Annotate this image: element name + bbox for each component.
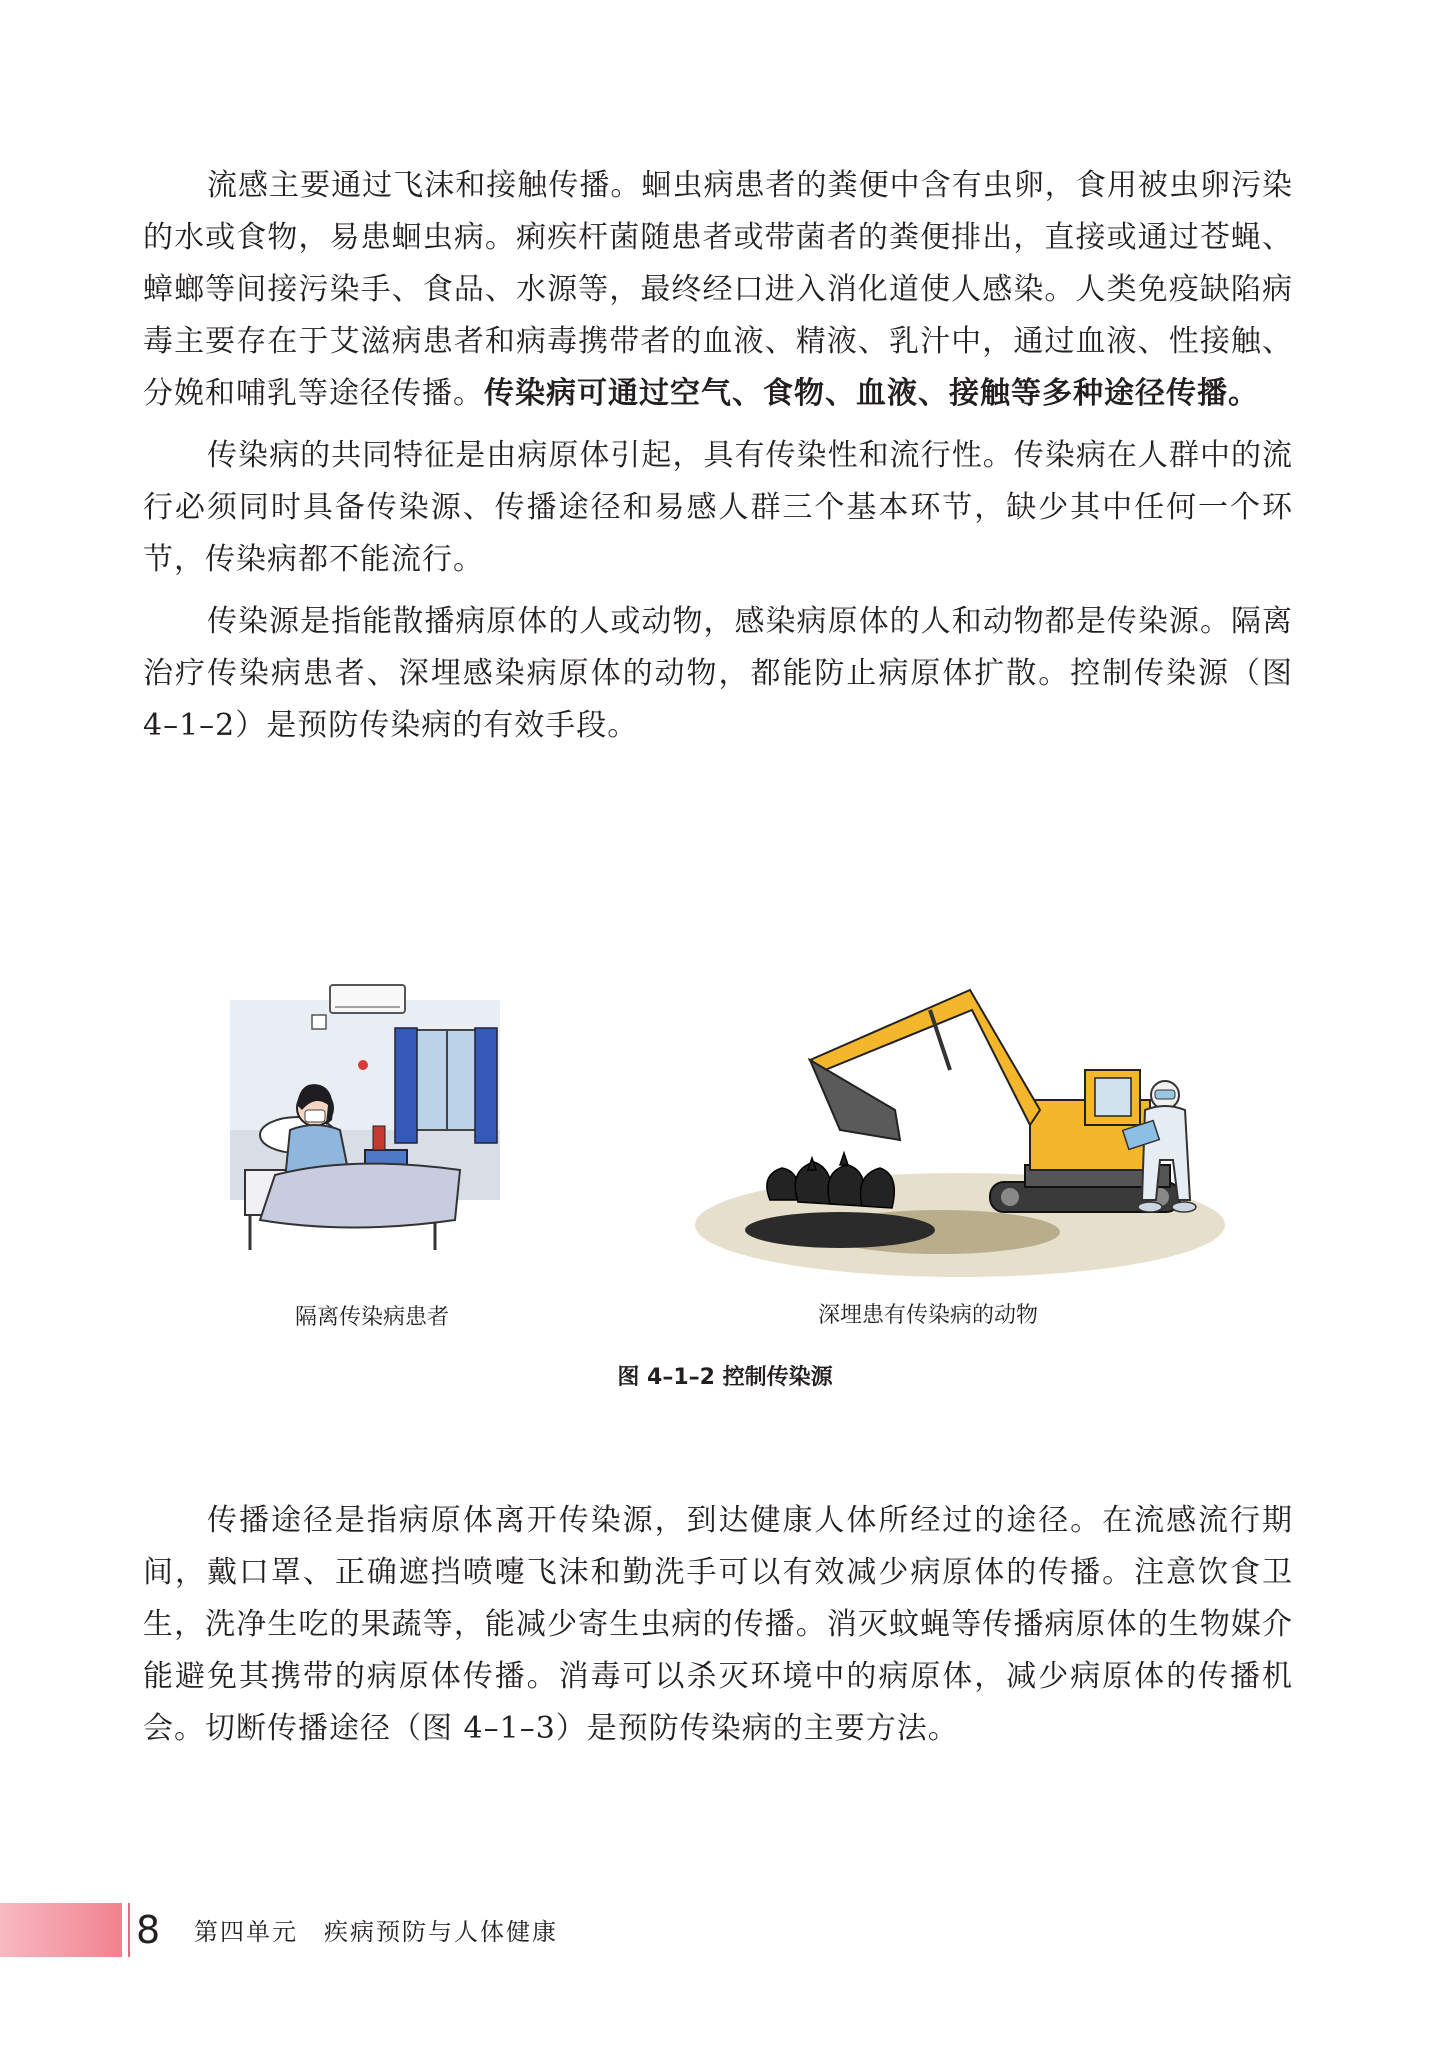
chapter-title: 第四单元 疾病预防与人体健康 <box>194 1918 558 1946</box>
footer-accent-bar <box>0 1903 122 1957</box>
paragraph-text: 传染病的共同特征是由病原体引起，具有传染性和流行性。传染病在人群中的流行必须同时具备传染源、传播途径和易感人群三个基本环节，缺少其中任何一个环节，传染病都不能流行。 <box>143 438 1293 577</box>
face-mask-icon <box>305 1110 325 1122</box>
blanket-icon <box>260 1164 460 1228</box>
left-figure-caption: 隔离传染病患者 <box>295 1305 450 1330</box>
garbage-bags-icon <box>767 1153 894 1208</box>
paragraph-common-features <box>143 430 1293 586</box>
figure-title: 图 4–1–2 控制传染源 <box>617 1365 833 1390</box>
body-text-bottom <box>143 1495 1293 1765</box>
paragraph-infection-source <box>143 596 1293 752</box>
right-figure-caption: 深埋患有传染病的动物 <box>818 1303 1039 1328</box>
figure-4-1-2 <box>220 960 1230 1390</box>
footer-divider <box>128 1903 130 1957</box>
paragraph-text: 流感主要通过飞沫和接触传播。蛔虫病患者的粪便中含有虫卵，食用被虫卵污染的水或食物，易患蛔虫病。痢疾杆菌随患者或带菌者的粪便排出，直接或通过苍蝇、蟑螂等间接污染手、食品、水源等，最终经口进入消化道使人感染。人类免疫缺陷病毒主要存在于艾滋病患者和病毒携带者的血液、精液、乳汁中，通过血液、性接触、分娩和哺乳等途径传播。 <box>143 168 1293 411</box>
page-number: 8 <box>136 1908 161 1952</box>
paragraph-text: 传染源是指能散播病原体的人或动物，感染病原体的人和动物都是传染源。隔离治疗传染病患者、深埋感染病原体的动物，都能防止病原体扩散。控制传染源（图 4–1–2）是预防传染病的有效手段。 <box>143 604 1293 743</box>
key-point-bold: 传染病可通过空气、食物、血液、接触等多种途径传播。 <box>484 376 1259 411</box>
paragraph-text: 传播途径是指病原体离开传染源，到达健康人体所经过的途径。在流感流行期间，戴口罩、正确遮挡喷嚏飞沫和勤洗手可以有效减少病原体的传播。注意饮食卫生，洗净生吃的果蔬等，能减少寄生虫病的传播。消灭蚊蝇等传播病原体的生物媒介能避免其携带的病原体传播。消毒可以杀灭环境中的病原体，减少病原体的传播机会。切断传播途径（图 4–1–3）是预防传染病的主要方法。 <box>143 1503 1293 1746</box>
paragraph-transmission-route <box>143 1495 1293 1755</box>
excavator-burial-illustration <box>690 960 1230 1290</box>
curtain-icon <box>395 1028 417 1143</box>
hospital-room-illustration <box>230 980 515 1280</box>
body-text-top <box>143 160 1293 762</box>
paragraph-transmission-routes <box>143 160 1293 420</box>
air-conditioner-icon <box>330 985 405 1013</box>
burial-pit-icon <box>745 1212 935 1248</box>
